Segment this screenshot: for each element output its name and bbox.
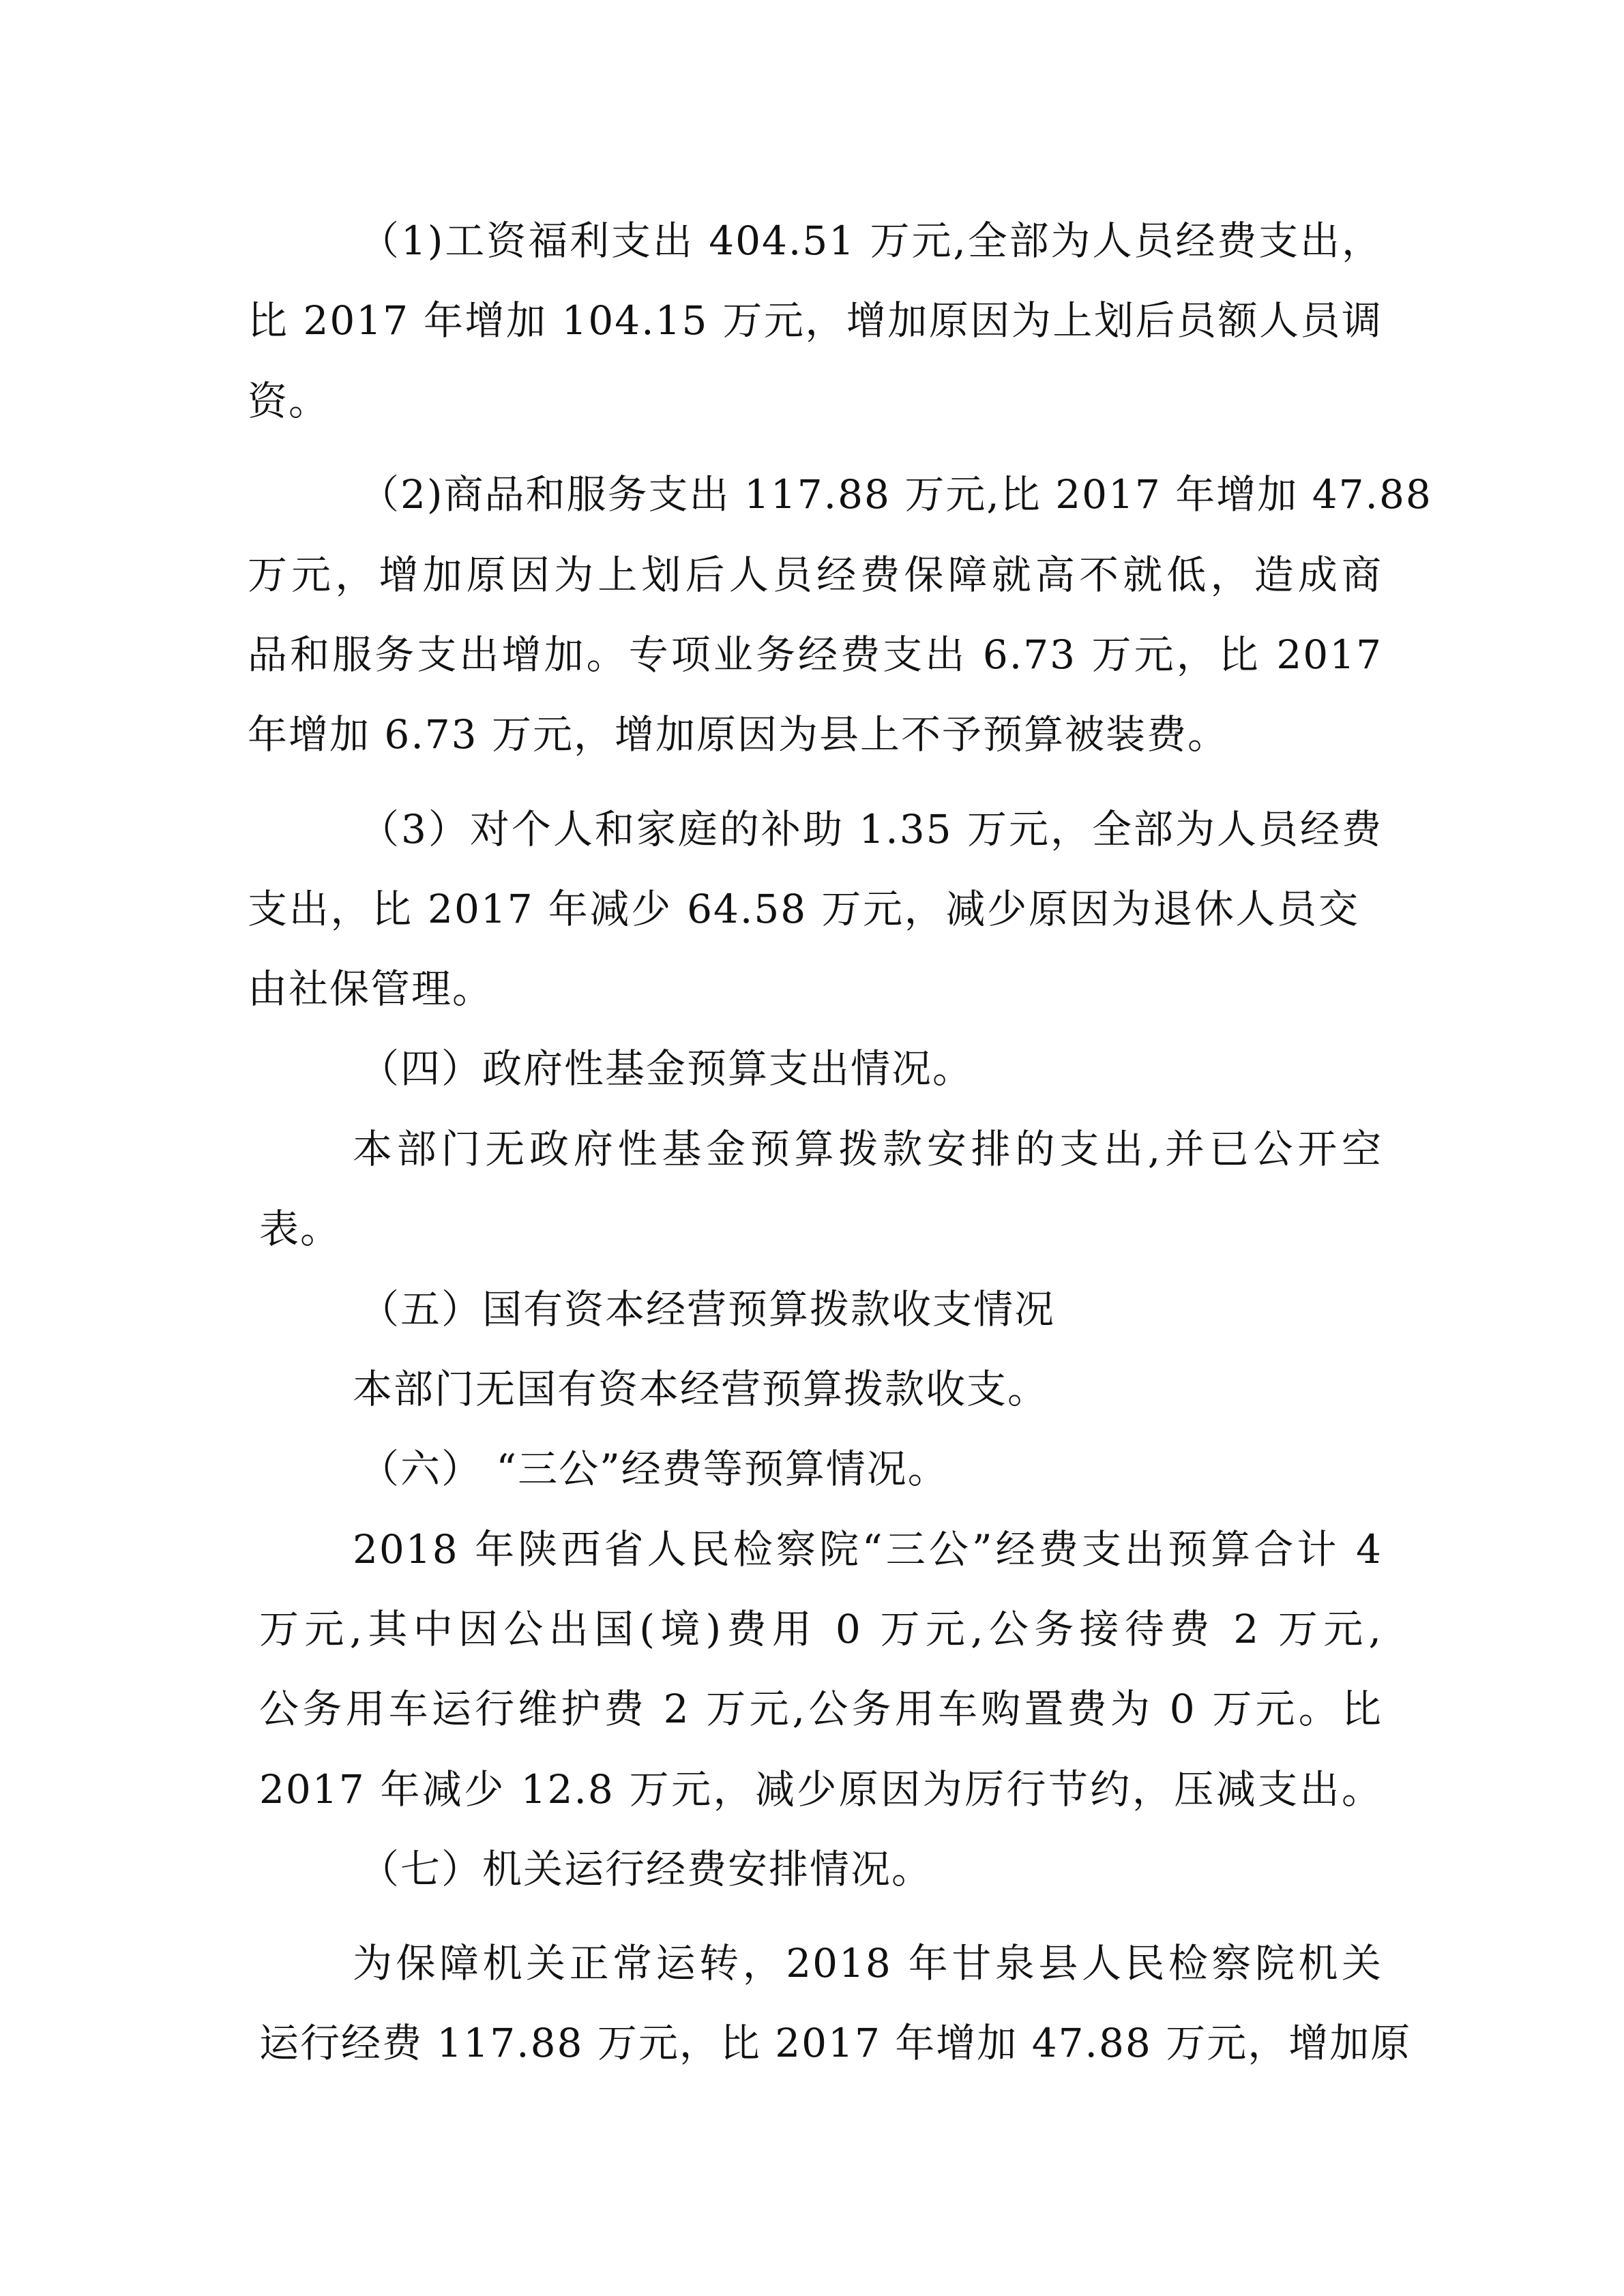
text-line-19: 公务用车运行维护费 2 万元,公务用车购置费为 0 万元。比 bbox=[259, 1686, 1383, 1732]
text-line-9: 支出，比 2017 年减少 64.58 万元，减少原因为退休人员交 bbox=[248, 886, 1359, 932]
section-heading-4: （四）政府性基金预算支出情况。 bbox=[359, 1045, 974, 1092]
text-line-20: 2017 年减少 12.8 万元，减少原因为厉行节约，压减支出。 bbox=[259, 1766, 1383, 1813]
text-line-8: （3）对个人和家庭的补助 1.35 万元，全部为人员经费 bbox=[359, 806, 1383, 852]
text-line-23: 运行经费 117.88 万元，比 2017 年增加 47.88 万元，增加原 bbox=[259, 2020, 1412, 2066]
text-line-12: 本部门无政府性基金预算拨款安排的支出,并已公开空 bbox=[353, 1126, 1383, 1172]
section-heading-7: （七）机关运行经费安排情况。 bbox=[359, 1846, 933, 1892]
text-line-10: 由社保管理。 bbox=[248, 966, 494, 1012]
text-line-15: 本部门无国有资本经营预算拨款收支。 bbox=[353, 1366, 1049, 1412]
section-heading-6: （六） “三公”经费等预算情况。 bbox=[359, 1446, 949, 1492]
text-line-3: 资。 bbox=[248, 378, 330, 424]
text-line-1: （1)工资福利支出 404.51 万元,全部为人员经费支出， bbox=[359, 218, 1383, 264]
text-line-6: 品和服务支出增加。专项业务经费支出 6.73 万元，比 2017 bbox=[248, 631, 1383, 678]
text-line-2: 比 2017 年增加 104.15 万元，增加原因为上划后员额人员调 bbox=[248, 297, 1383, 344]
text-line-18: 万元,其中因公出国(境)费用 0 万元,公务接待费 2 万元, bbox=[259, 1606, 1383, 1652]
text-line-7: 年增加 6.73 万元，增加原因为县上不予预算被装费。 bbox=[248, 711, 1229, 758]
text-line-17: 2018 年陕西省人民检察院“三公”经费支出预算合计 4 bbox=[353, 1526, 1383, 1572]
text-line-13: 表。 bbox=[259, 1206, 342, 1252]
text-line-22: 为保障机关正常运转，2018 年甘泉县人民检察院机关 bbox=[353, 1940, 1383, 1986]
text-line-5: 万元，增加原因为上划后人员经费保障就高不就低，造成商 bbox=[248, 552, 1383, 598]
section-heading-5: （五）国有资本经营预算拨款收支情况 bbox=[359, 1286, 1056, 1332]
text-line-4: （2)商品和服务支出 117.88 万元,比 2017 年增加 47.88 bbox=[359, 471, 1432, 518]
